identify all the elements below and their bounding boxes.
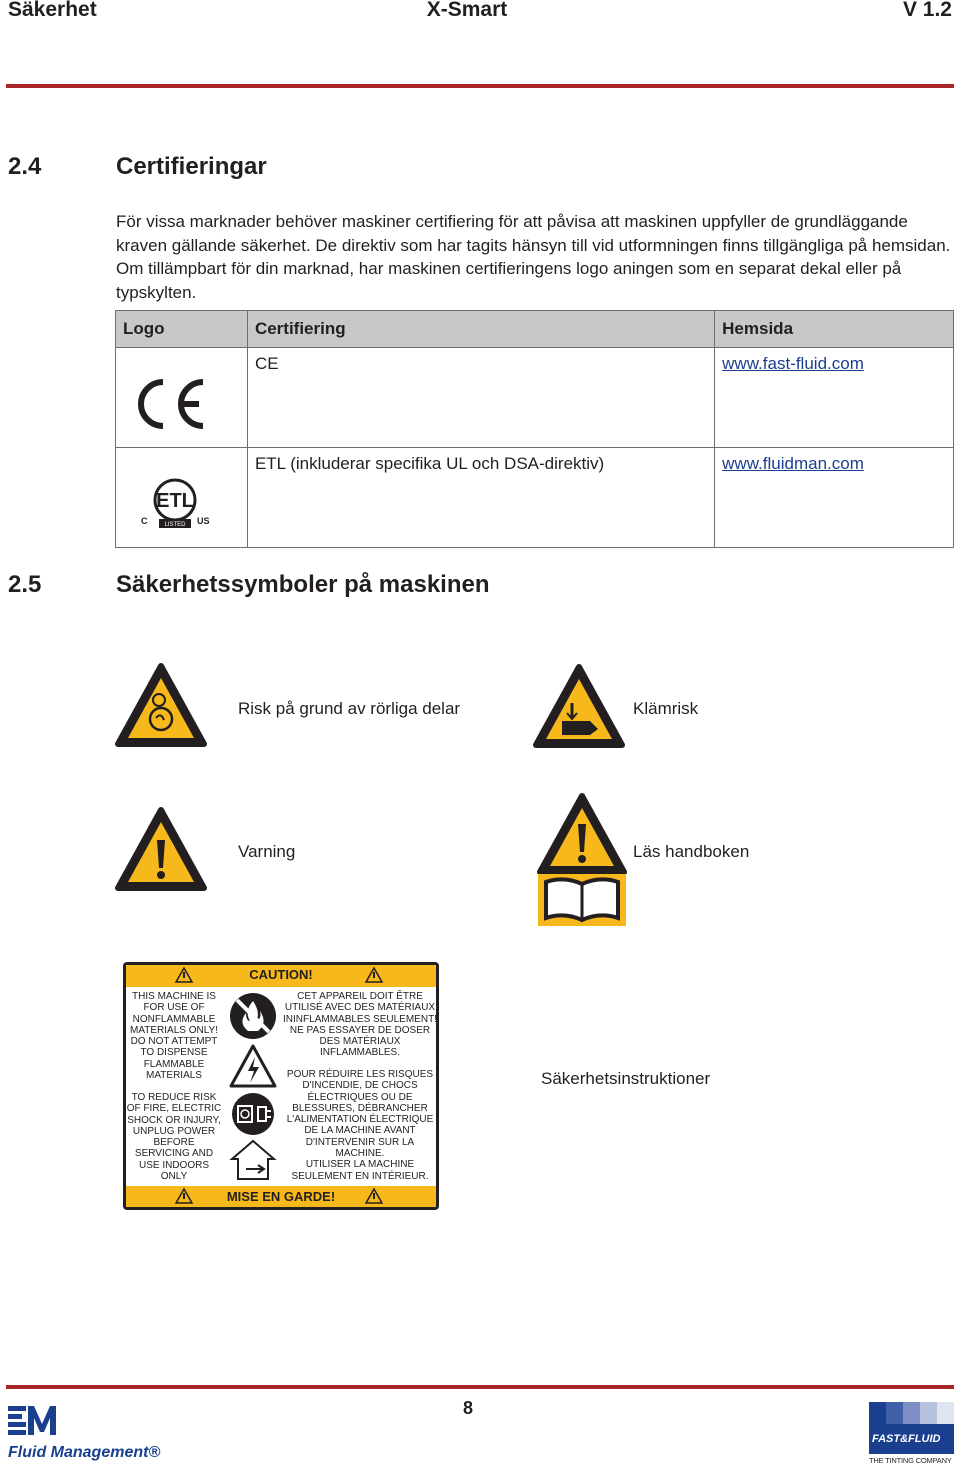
column-header: Logo [116,311,248,348]
caution-line: UNPLUG POWER [132,1125,216,1137]
caution-en-block-1 [124,991,224,1081]
unplug-power-icon [228,1091,278,1137]
page-number: 8 [462,1398,473,1418]
fluid-management-logo-icon [8,1402,62,1440]
caution-line: MATERIALS ONLY! [130,1024,218,1036]
symbol-label: Läs handboken [633,842,750,861]
footer-left-brand: Fluid Management® [8,1444,161,1461]
caution-line: USE INDOORS [138,1159,209,1171]
section-heading-25 [8,571,490,599]
caution-fr-block-1 [282,991,438,1059]
caution-line: NE PAS ESSAYER DE DOSER [289,1024,431,1036]
etl-c-text: C [141,516,148,526]
caution-line: D'INCENDIE, DE CHOCS [302,1080,418,1092]
intro-paragraph: För vissa marknader behöver maskiner certifiering för att påvisa att maskinen uppfyller de grundläggande kraven gällande säkerhet. De direktiv som har tagits hänsyn till vid utformningen finns tillgängliga på hemsidan. Om tillämpbart för din marknad, har maskinen certifieringens logo aningen som en separat dekal eller på typskylten. [116,212,951,302]
caution-line: INFLAMMABLES. [319,1047,401,1059]
ce-mark-icon [131,374,211,434]
footer-right-brand: FAST&FLUID [872,1433,941,1445]
etl-listed-text: LISTED [164,522,186,528]
crush-hazard-warning-icon [532,663,626,749]
table-row [116,348,954,448]
etl-listed-icon [135,472,215,532]
svg-text:ETL: ETL [156,490,194,512]
indoor-use-icon [228,1137,278,1183]
header-version: V 1.2 [902,0,952,21]
caution-label [122,961,440,1211]
electric-shock-icon [228,1043,278,1089]
caution-fr-block-2 [282,1069,438,1182]
caution-line: MACHINE. [335,1148,385,1160]
certification-table [115,310,954,548]
section-number: 2.4 [8,153,42,180]
caution-line: TO DISPENSE [140,1047,208,1059]
site-cell [715,348,954,448]
section-title: Certifieringar [116,153,267,180]
caution-line: CET APPAREIL DOIT ÊTRE [297,991,423,1002]
section-number: 2.5 [8,571,42,598]
column-header: Certifiering [247,311,714,348]
symbol-label: Varning [238,842,296,861]
read-manual-icon [536,792,628,928]
header-section: Säkerhet [8,0,97,21]
fast-fluid-logo [869,1402,954,1457]
caution-line: UTILISÉ AVEC DES MATÉRIAUX [284,1002,436,1014]
caution-line: MATERIALS [146,1070,202,1082]
caution-label-caption: Säkerhetsinstruktioner [541,1069,711,1088]
fast-fluid-logo-icon [869,1402,954,1457]
caution-line: SERVICING AND [134,1148,214,1160]
logo-cell [116,348,248,448]
caution-en-block-2 [124,1092,224,1182]
website-link[interactable]: www.fast-fluid.com [722,354,864,373]
caution-line: ÉLECTRIQUES OU DE [307,1091,413,1103]
caution-line: THIS MACHINE IS [132,991,216,1002]
caution-line: TO REDUCE RISK [131,1092,217,1103]
caution-title-top: CAUTION! [249,967,313,982]
symbol-label: Klämrisk [633,699,699,718]
caution-line: ININFLAMMABLES SEULEMENT! [283,1013,437,1025]
caution-line: SHOCK OR INJURY, [127,1114,221,1126]
section-heading-24 [8,153,267,181]
section-title: Säkerhetssymboler på maskinen [116,571,490,598]
caution-line: BEFORE [153,1137,195,1149]
table-row [116,448,954,548]
cert-cell: ETL (inkluderar specifika UL och DSA-direktiv) [247,448,714,548]
caution-line: OF FIRE, ELECTRIC [126,1103,222,1115]
caution-line: NONFLAMMABLE [132,1013,216,1025]
general-warning-icon [114,806,208,892]
caution-line: DE LA MACHINE AVANT [304,1125,416,1137]
website-link[interactable]: www.fluidman.com [722,454,864,473]
logo-cell [116,448,248,548]
caution-line: BLESSURES, DÉBRANCHER [292,1102,428,1114]
caution-line: POUR RÉDUIRE LES RISQUES [286,1069,434,1080]
caution-line: UTILISER LA MACHINE [305,1159,415,1171]
moving-parts-warning-icon [114,662,208,748]
site-cell [715,448,954,548]
caution-line: L'ALIMENTATION ÉLECTRIQUE [286,1114,434,1126]
no-fire-icon [228,991,278,1041]
footer-rule [6,1385,954,1389]
cert-cell: CE [247,348,714,448]
header-rule [6,84,954,88]
etl-us-text: US [197,516,210,526]
column-header: Hemsida [715,311,954,348]
symbol-label: Risk på grund av rörliga delar [238,699,461,718]
caution-title-bottom: MISE EN GARDE! [226,1189,336,1204]
table-header-row [116,311,954,348]
caution-line: D'INTERVENIR SUR LA [305,1136,415,1148]
caution-line: DO NOT ATTEMPT [130,1036,218,1048]
caution-line: FOR USE OF [143,1002,205,1014]
caution-line: DES MATÉRIAUX [319,1036,401,1048]
header-product: X-Smart [426,0,508,21]
caution-line: SEULEMENT EN INTÉRIEUR. [291,1170,429,1182]
caution-line: ONLY [160,1171,188,1183]
caution-line: FLAMMABLE [143,1058,205,1070]
footer-right-tagline: THE TINTING COMPANY [869,1456,952,1465]
